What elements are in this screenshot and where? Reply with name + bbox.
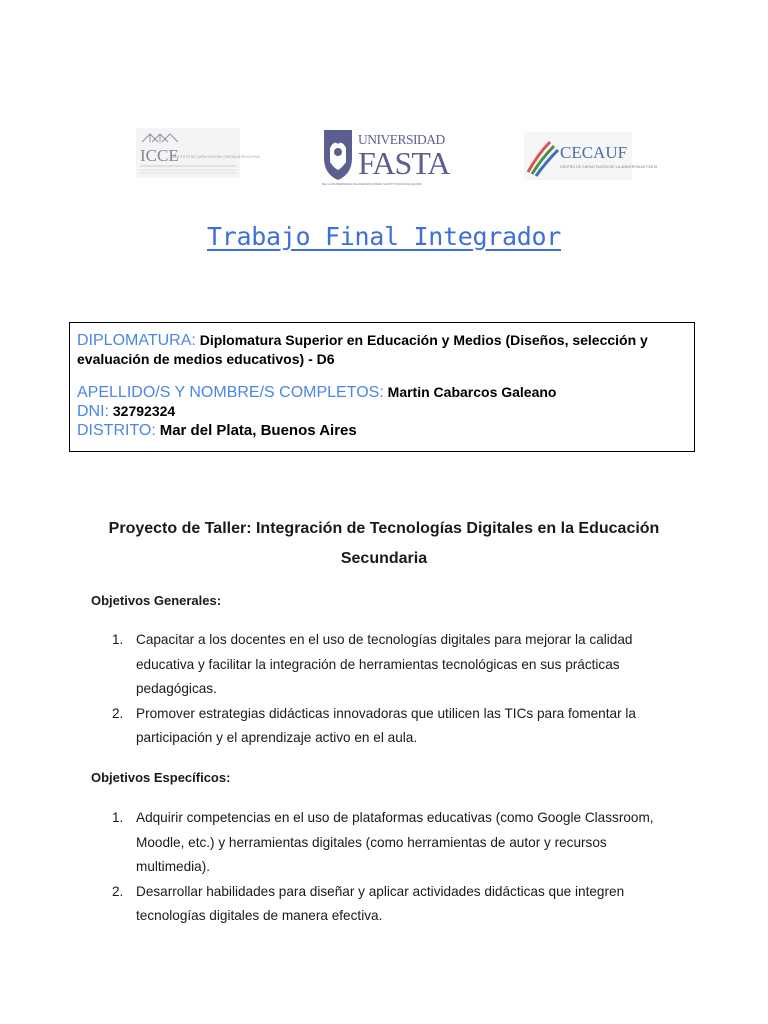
document-title: Trabajo Final Integrador [206, 222, 562, 251]
distrito-label: DISTRITO: [77, 422, 156, 439]
diplomatura-value-line2: evaluación de medios educativos) - D6 [77, 351, 335, 367]
cecauf-logo-text: CECAUF [560, 143, 628, 162]
project-title-line1: Proyecto de Taller: Integración de Tecnologías Digitales en la Educación [108, 520, 660, 537]
nombre-row [77, 383, 687, 402]
list-item-line: participación y el aprendizaje activo en el aula. [136, 730, 418, 745]
list-item-line: Desarrollar habilidades para diseñar y aplicar actividades didácticas que integren [136, 883, 625, 899]
dni-value: 32792324 [112, 403, 176, 419]
list-item [112, 702, 672, 751]
icce-logo-text: ICCE [140, 146, 179, 165]
nombre-label: APELLIDO/S Y NOMBRE/S COMPLETOS: [77, 384, 384, 401]
list-item-number: 1. [112, 810, 124, 825]
list-item-number: 2. [112, 705, 124, 721]
list-item [112, 880, 672, 929]
list-item-line: pedagógicas. [136, 681, 217, 696]
diplomatura-label: DIPLOMATURA: [77, 332, 196, 349]
project-title-line2: Secundaria [340, 550, 428, 567]
objetivos-especificos-list [112, 806, 672, 929]
fasta-logo [318, 122, 450, 186]
dni-row [77, 402, 687, 421]
student-info-box [69, 322, 695, 452]
diplomatura-value-line1: Diplomatura Superior en Educación y Medios (Diseños, selección y [199, 332, 648, 348]
list-item [112, 628, 672, 702]
distrito-value: Mar del Plata, Buenos Aires [159, 422, 357, 439]
list-item-line: Capacitar a los docentes en el uso de tecnologías digitales para mejorar la calidad [136, 632, 633, 647]
icce-logo [136, 128, 260, 178]
list-item-number: 2. [112, 883, 124, 899]
project-title [88, 514, 680, 574]
diplomatura-row [77, 331, 687, 350]
cecauf-logo-tagline: CENTRO DE CAPACITACIÓN DE LA UNIVERSIDAD FASTA [560, 165, 658, 169]
icce-logo-tagline: INSTITUTO DE CAPACITACIÓN CONTINUA EDUCATIVA [172, 155, 260, 159]
list-item [112, 806, 672, 880]
distrito-row [77, 421, 687, 440]
list-item-line: educativa y facilitar la integración de herramientas tecnológicas en sus prácticas [136, 656, 620, 672]
fasta-logo-line1: UNIVERSIDAD [358, 132, 445, 147]
list-item-line: Adquirir competencias en el uso de plataformas educativas (como Google Classroom, [136, 810, 654, 825]
list-item-line: tecnologías digitales de manera efectiva. [136, 908, 383, 923]
list-item-number: 1. [112, 632, 124, 647]
objetivos-especificos-heading: Objetivos Específicos: [91, 770, 231, 785]
logo-bar [0, 118, 768, 190]
nombre-value: Martin Cabarcos Galeano [387, 384, 557, 400]
objetivos-generales-heading: Objetivos Generales: [91, 593, 222, 608]
fasta-logo-tagline: DE LA FRATERNIDAD DE AGRUPACIONES SANTO TOMAS DE AQUINO [322, 182, 423, 186]
objetivos-generales-list [112, 628, 672, 751]
fasta-logo-line2: FASTA [358, 145, 450, 181]
list-item-line: Promover estrategias didácticas innovadoras que utilicen las TICs para fomentar la [136, 705, 636, 721]
dni-label: DNI: [77, 403, 109, 420]
list-item-line: multimedia). [136, 859, 211, 874]
cecauf-logo [524, 132, 658, 180]
list-item-line: Moodle, etc.) y herramientas digitales (como herramientas de autor y recursos [136, 834, 607, 850]
